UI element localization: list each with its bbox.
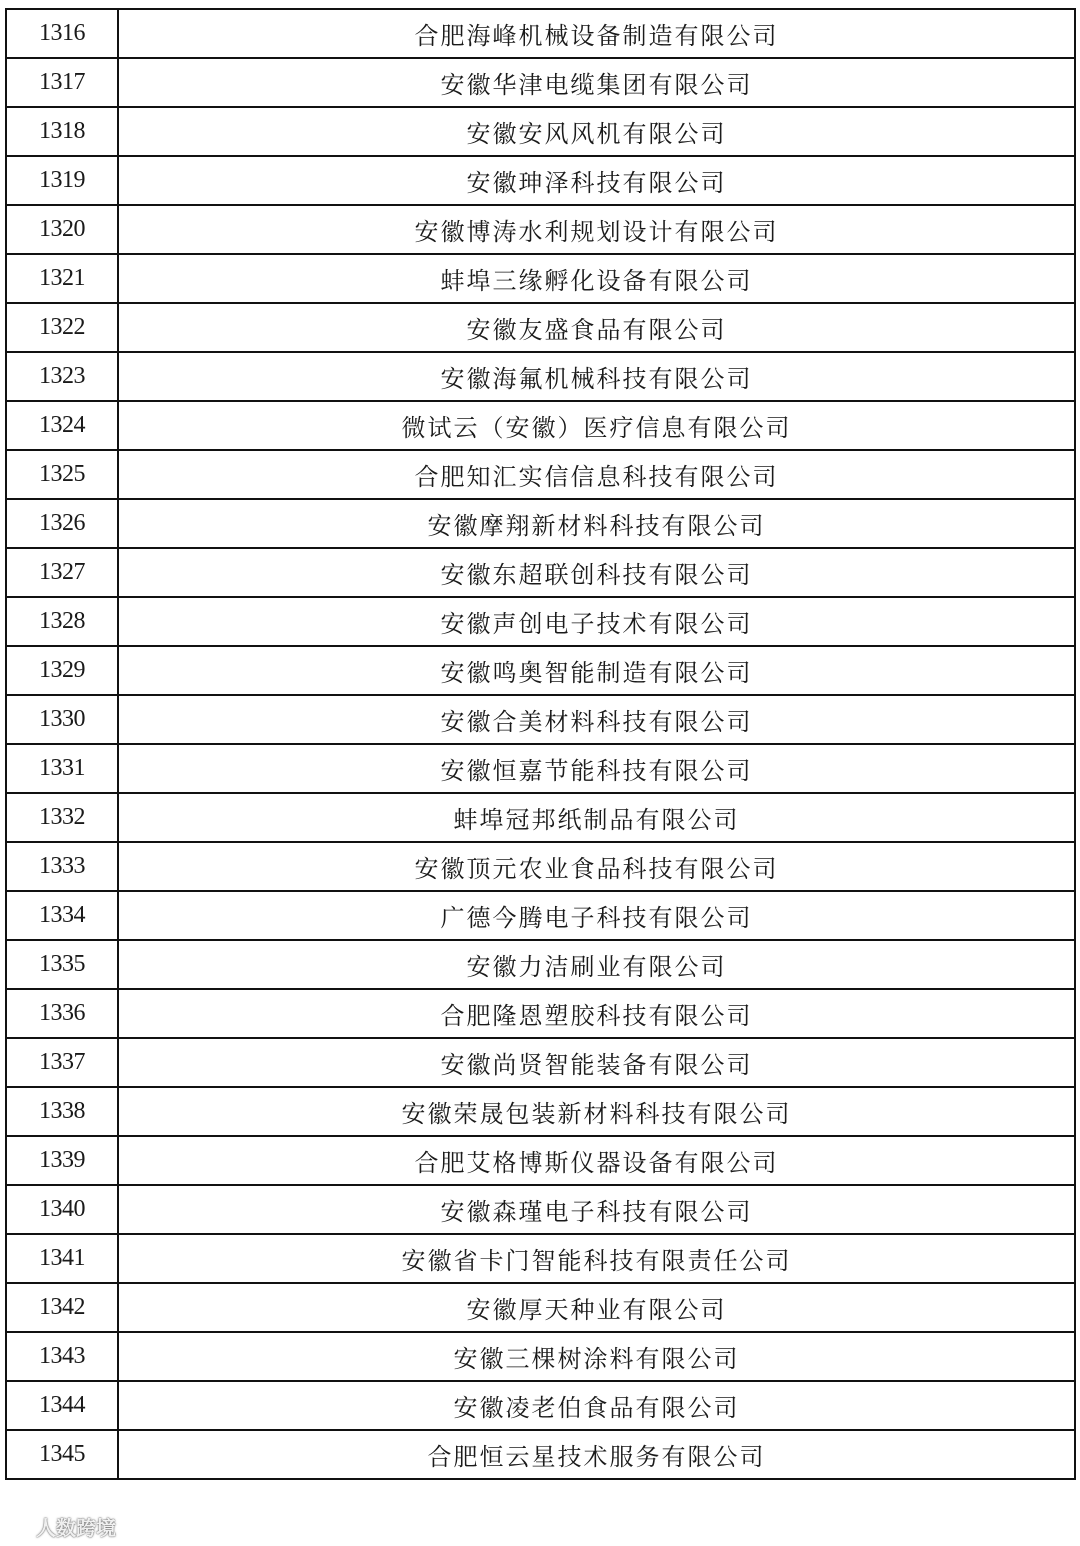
company-name-cell: 广德今腾电子科技有限公司 [118, 891, 1075, 940]
row-number-cell: 1321 [6, 254, 118, 303]
company-list-body [6, 9, 1075, 1479]
table-row [6, 107, 1075, 156]
company-name-cell: 微试云（安徽）医疗信息有限公司 [118, 401, 1075, 450]
row-number-cell: 1337 [6, 1038, 118, 1087]
row-number-cell: 1319 [6, 156, 118, 205]
table-row [6, 156, 1075, 205]
table-row [6, 597, 1075, 646]
company-name-cell: 蚌埠三缘孵化设备有限公司 [118, 254, 1075, 303]
row-number-cell: 1329 [6, 646, 118, 695]
company-name-cell: 安徽省卡门智能科技有限责任公司 [118, 1234, 1075, 1283]
watermark [8, 1511, 116, 1541]
company-name-cell: 安徽华津电缆集团有限公司 [118, 58, 1075, 107]
company-name-cell: 安徽荣晟包装新材料科技有限公司 [118, 1087, 1075, 1136]
table-row [6, 9, 1075, 58]
company-name-cell: 安徽声创电子技术有限公司 [118, 597, 1075, 646]
row-number-cell: 1316 [6, 9, 118, 58]
table-row [6, 1038, 1075, 1087]
row-number-cell: 1330 [6, 695, 118, 744]
row-number-cell: 1326 [6, 499, 118, 548]
table-row [6, 254, 1075, 303]
row-number-cell: 1342 [6, 1283, 118, 1332]
row-number-cell: 1336 [6, 989, 118, 1038]
company-name-cell: 合肥知汇实信信息科技有限公司 [118, 450, 1075, 499]
row-number-cell: 1344 [6, 1381, 118, 1430]
company-name-cell: 安徽顶元农业食品科技有限公司 [118, 842, 1075, 891]
table-row [6, 450, 1075, 499]
table-row [6, 891, 1075, 940]
company-name-cell: 安徽合美材料科技有限公司 [118, 695, 1075, 744]
table-row [6, 352, 1075, 401]
row-number-cell: 1322 [6, 303, 118, 352]
company-name-cell: 安徽友盛食品有限公司 [118, 303, 1075, 352]
row-number-cell: 1331 [6, 744, 118, 793]
table-row [6, 695, 1075, 744]
table-row [6, 1381, 1075, 1430]
company-name-cell: 安徽东超联创科技有限公司 [118, 548, 1075, 597]
row-number-cell: 1323 [6, 352, 118, 401]
company-name-cell: 合肥艾格博斯仪器设备有限公司 [118, 1136, 1075, 1185]
company-name-cell: 安徽凌老伯食品有限公司 [118, 1381, 1075, 1430]
table-row [6, 205, 1075, 254]
table-row [6, 58, 1075, 107]
table-row [6, 842, 1075, 891]
row-number-cell: 1333 [6, 842, 118, 891]
company-name-cell: 安徽尚贤智能装备有限公司 [118, 1038, 1075, 1087]
table-row [6, 744, 1075, 793]
table-row [6, 1087, 1075, 1136]
row-number-cell: 1325 [6, 450, 118, 499]
company-name-cell: 安徽安风风机有限公司 [118, 107, 1075, 156]
table-row [6, 499, 1075, 548]
row-number-cell: 1318 [6, 107, 118, 156]
company-name-cell: 安徽森瑾电子科技有限公司 [118, 1185, 1075, 1234]
company-name-cell: 合肥恒云星技术服务有限公司 [118, 1430, 1075, 1479]
row-number-cell: 1324 [6, 401, 118, 450]
row-number-cell: 1328 [6, 597, 118, 646]
row-number-cell: 1345 [6, 1430, 118, 1479]
company-name-cell: 安徽力洁刷业有限公司 [118, 940, 1075, 989]
row-number-cell: 1317 [6, 58, 118, 107]
company-name-cell: 安徽珅泽科技有限公司 [118, 156, 1075, 205]
row-number-cell: 1340 [6, 1185, 118, 1234]
company-name-cell: 安徽海氟机械科技有限公司 [118, 352, 1075, 401]
row-number-cell: 1335 [6, 940, 118, 989]
watermark-text: 人数跨境 [36, 1515, 116, 1540]
table-row [6, 940, 1075, 989]
table-row [6, 1283, 1075, 1332]
table-row [6, 1136, 1075, 1185]
row-number-cell: 1343 [6, 1332, 118, 1381]
table-row [6, 793, 1075, 842]
table-row [6, 1185, 1075, 1234]
company-name-cell: 安徽三棵树涂料有限公司 [118, 1332, 1075, 1381]
row-number-cell: 1327 [6, 548, 118, 597]
table-row [6, 1234, 1075, 1283]
row-number-cell: 1332 [6, 793, 118, 842]
table-row [6, 401, 1075, 450]
company-list-table [5, 8, 1076, 1480]
watermark-logo-icon [8, 1515, 30, 1537]
table-row [6, 1332, 1075, 1381]
company-name-cell: 安徽鸣奥智能制造有限公司 [118, 646, 1075, 695]
row-number-cell: 1339 [6, 1136, 118, 1185]
company-name-cell: 安徽厚天种业有限公司 [118, 1283, 1075, 1332]
table-row [6, 548, 1075, 597]
table-row [6, 1430, 1075, 1479]
table-row [6, 989, 1075, 1038]
company-name-cell: 安徽恒嘉节能科技有限公司 [118, 744, 1075, 793]
table-row [6, 646, 1075, 695]
row-number-cell: 1338 [6, 1087, 118, 1136]
company-name-cell: 合肥隆恩塑胶科技有限公司 [118, 989, 1075, 1038]
row-number-cell: 1341 [6, 1234, 118, 1283]
company-name-cell: 蚌埠冠邦纸制品有限公司 [118, 793, 1075, 842]
table-row [6, 303, 1075, 352]
row-number-cell: 1320 [6, 205, 118, 254]
company-name-cell: 安徽摩翔新材料科技有限公司 [118, 499, 1075, 548]
company-name-cell: 合肥海峰机械设备制造有限公司 [118, 9, 1075, 58]
company-name-cell: 安徽博涛水利规划设计有限公司 [118, 205, 1075, 254]
row-number-cell: 1334 [6, 891, 118, 940]
